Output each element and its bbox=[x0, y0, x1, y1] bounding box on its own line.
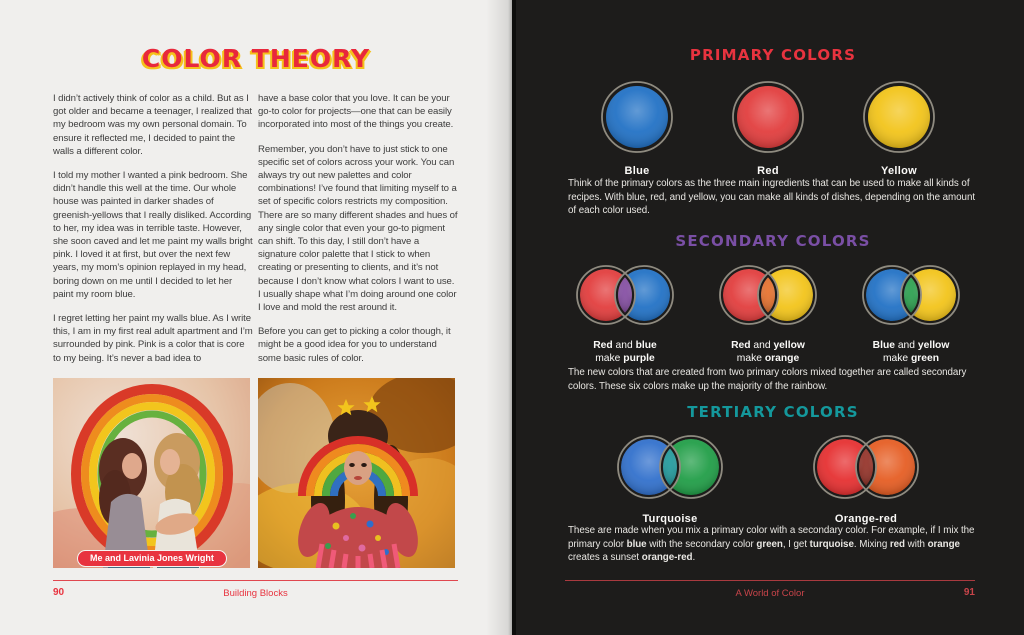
secondary-description: The new colors that are created from two primary colors mixed together are called secondary colors. These six colors make up the majority of the rainbow. bbox=[568, 367, 967, 392]
chapter-title: A World of Color bbox=[735, 588, 805, 599]
primary-description: Think of the primary colors as the three main ingredients that can be used to make all kinds of recipes. With blue, red, and yellow, you can make all kinds of dishes, depending on the amount of each color used. bbox=[568, 178, 976, 217]
text-column-2 bbox=[258, 92, 459, 376]
footer-divider bbox=[565, 580, 975, 581]
venn-label: Orange-red bbox=[834, 513, 898, 525]
venn-blue-yellow bbox=[840, 262, 983, 365]
secondary-colors-heading: SECONDARY COLORS bbox=[675, 232, 871, 250]
body-paragraph: have a base color that you love. It can be your go-to color for projects—one that can be easily incorporated into most of the things you create. bbox=[258, 93, 454, 131]
photo-caption-badge bbox=[77, 550, 227, 567]
venn-red-blue bbox=[554, 262, 697, 365]
body-paragraph: I didn’t actively think of color as a child. But as I got older and became a teenager, I realized that my bedroom was my own personal domain. To ensure it reflected me, I decided to paint the walls a different color. bbox=[53, 93, 252, 157]
venn-red-yellow bbox=[697, 262, 840, 365]
primary-circles-row bbox=[512, 79, 1024, 177]
footer-divider bbox=[53, 580, 458, 581]
page-title: COLOR THEORY bbox=[141, 44, 371, 73]
body-paragraph: Remember, you don’t have to just stick to one specific set of colors across your work. You can always try out new palettes and color combinations! I’ve found that limiting myself to a set of specific colors restricts my composition. There are so many different shades and hues of any single color that even your go-to pigment can shift. To this day, I still don’t have a signature color palette that I stick to when creating or presenting to clients, and it’s not because I don’t know what colors I want to use. I usually shape what I’m doing around one color I love and mold the rest around it. bbox=[258, 143, 458, 314]
figure-face bbox=[344, 451, 372, 485]
right-page bbox=[512, 0, 1024, 635]
circle-label: Yellow bbox=[880, 165, 918, 177]
venn-label: Red and yellow make orange bbox=[731, 340, 805, 364]
body-paragraph: Before you can get to picking a color though, it might be a good idea for you to understand some basic rules of color. bbox=[258, 326, 451, 364]
page-number: 90 bbox=[53, 587, 65, 598]
tertiary-colors-heading: TERTIARY COLORS bbox=[687, 403, 859, 421]
text-column-1 bbox=[53, 92, 254, 376]
circle-label: Red bbox=[757, 165, 779, 177]
primary-circle-yellow bbox=[834, 79, 965, 177]
primary-circle-red bbox=[703, 79, 834, 177]
chapter-title: Building Blocks bbox=[223, 588, 288, 599]
body-paragraph: I told my mother I wanted a pink bedroom. She didn’t handle this well at the time. Our whole house was painted in darker shades of greenish-yellows that I really disliked. According to her, my idea was in terrible taste. However, she soon caved and let me paint my walls bright pink. I loved it at first, but over the next few years, my mom’s opinion replayed in my head, boring down on me until I decided to let her paint my room blue. bbox=[53, 170, 253, 300]
body-paragraph: I regret letting her paint my walls blue. As I write this, I am in my first real adult apartment and I’m surrounded by pink. Pink is a color that is core to my being. It’s never a bad idea to bbox=[53, 313, 253, 364]
tertiary-venns-row bbox=[512, 432, 1024, 525]
tertiary-description: These are made when you mix a primary color with a secondary color. For example, if I mix the primary color blue with the secondary color green, I get turquoise. Mixing red with orange creates a sunset orange-red. bbox=[568, 525, 975, 564]
left-footer bbox=[53, 587, 458, 598]
venn-label: Blue and yellow make green bbox=[872, 340, 950, 364]
venn-blue-green bbox=[572, 432, 768, 525]
primary-colors-heading: PRIMARY COLORS bbox=[689, 46, 857, 64]
secondary-venns-row bbox=[512, 262, 1024, 365]
page-number: 91 bbox=[963, 587, 975, 598]
photo-rainbow-ring-portrait bbox=[53, 378, 250, 568]
venn-red-orange bbox=[768, 432, 964, 525]
venn-label: Red and blue make purple bbox=[593, 340, 657, 364]
circle-label: Blue bbox=[624, 165, 650, 177]
photo-rainbow-headdress-portrait bbox=[258, 378, 455, 568]
photo-caption-text: Me and Lavinia Jones Wright bbox=[90, 553, 214, 563]
venn-label: Turquoise bbox=[642, 513, 698, 525]
primary-circle-blue bbox=[572, 79, 703, 177]
